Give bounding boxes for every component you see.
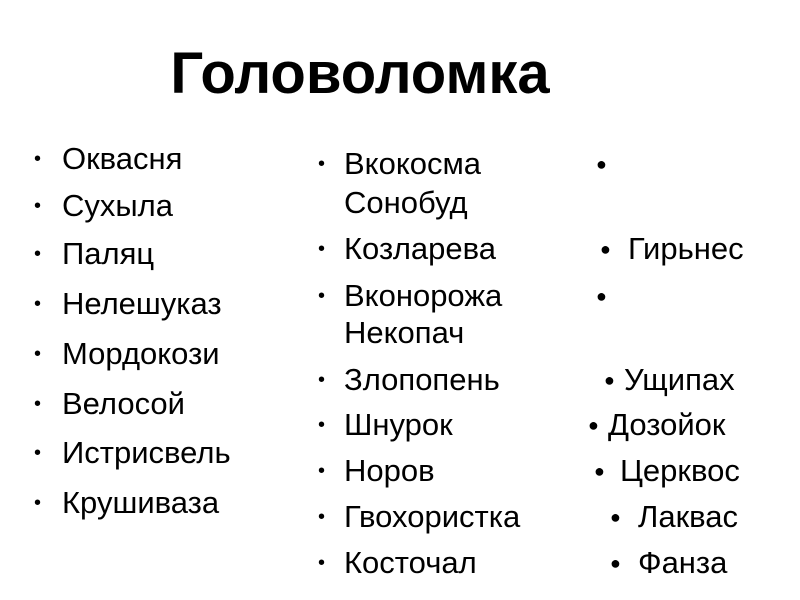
dot: ● [594, 461, 605, 481]
bullet: • [318, 414, 326, 436]
dot: ● [604, 370, 615, 390]
list-item: Шнурок [344, 407, 453, 442]
list-item: Фанза [638, 545, 728, 580]
list-item-continuation: Сонобуд [344, 185, 468, 220]
bullet: • [318, 460, 326, 482]
bullet: • [34, 442, 42, 464]
bullet: • [34, 393, 42, 415]
dot: ● [596, 286, 607, 306]
list-item: Велосой [62, 386, 185, 421]
list-item: Паляц [62, 236, 155, 271]
bullet: • [318, 552, 326, 574]
bullet: • [318, 506, 326, 528]
list-item: Вкокосма [344, 146, 482, 181]
bullet: • [34, 343, 42, 365]
list-item: Дозойок [608, 407, 726, 442]
bullet: • [34, 243, 42, 265]
bullet: • [318, 285, 326, 307]
bullet: • [34, 195, 42, 217]
list-item: Церквос [620, 453, 740, 488]
list-item: Крушиваза [62, 485, 220, 520]
list-item: Истрисвель [62, 435, 231, 470]
list-item: Ущипах [624, 362, 735, 397]
list-item: Косточал [344, 545, 477, 580]
list-item: Гирьнес [628, 231, 744, 266]
dot: ● [600, 239, 611, 259]
list-item: Нелешуказ [62, 286, 222, 321]
bullet: • [318, 153, 326, 175]
list-item: Норов [344, 453, 435, 488]
dot: ● [596, 154, 607, 174]
dot: ● [588, 415, 599, 435]
list-item: Вконорожа [344, 278, 503, 313]
bullet: • [318, 238, 326, 260]
bullet: • [34, 293, 42, 315]
list-item: Сухыла [62, 188, 173, 223]
list-item: Злопопень [344, 362, 500, 397]
dot: ● [610, 507, 621, 527]
bullet: • [34, 148, 42, 170]
list-item: Мордокози [62, 336, 220, 371]
list-item: Козларева [344, 231, 496, 266]
list-item: Оквасня [62, 141, 183, 176]
list-item-continuation: Некопач [344, 315, 465, 350]
page-title: Головоломка [170, 41, 550, 106]
list-item: Лаквас [638, 499, 739, 534]
dot: ● [610, 553, 621, 573]
bullet: • [318, 369, 326, 391]
bullet: • [34, 492, 42, 514]
list-item: Гвохористка [344, 499, 521, 534]
